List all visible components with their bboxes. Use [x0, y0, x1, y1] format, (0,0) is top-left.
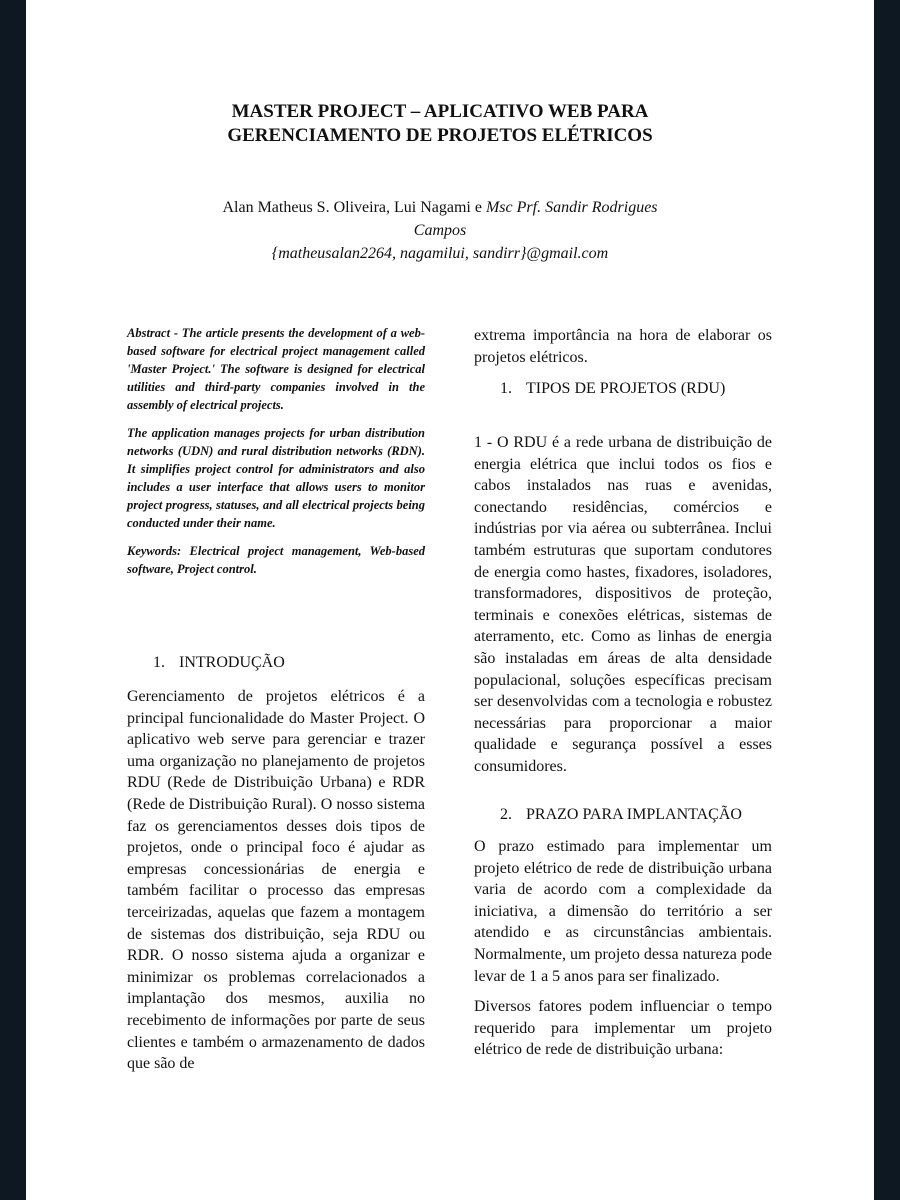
- author-line: [26, 196, 854, 219]
- advisor-surname: Campos: [413, 222, 467, 239]
- intro-text: Gerenciamento de projetos elétricos é a principal funcionalidade do Master Project. O aplicativo web serve para gerenciar e trazer uma organização no planejamento de projetos RDU (Rede de Distribuição Urbana) e RDR (Rede de Distribuição Rural). O nosso sistema faz os gerenciamentos desses dois tipos de projetos, onde o principal foco é ajudar as empresas concessionárias de energia e também facilitar o processo das empresas terceirizadas, aquelas que fazem a montagem de sistemas dos distribuição, seja RDU ou RDR. O nosso sistema ajuda a organizar e minimizar os problemas correlacionados a implantação dos mesmos, auxilia no recebimento de informações por parte de seus clientes e também o armazenamento de dados que são de: [127, 688, 425, 1073]
- section-heading-prazo: [500, 804, 742, 826]
- section-number: 1.: [153, 654, 165, 671]
- section-number: 1.: [500, 380, 512, 397]
- section-number: 2.: [500, 806, 512, 823]
- author-block: [26, 196, 854, 265]
- prazo-text-1: O prazo estimado para implementar um projeto elétrico de rede de distribuição urbana varia de acordo com a complexidade da iniciativa, a dimensão do território a ser atendido e as circunstâncias ambientais. Normalmente, um projeto dessa natureza pode levar de 1 a 5 anos para ser finalizado.: [474, 838, 772, 985]
- author-names: Alan Matheus S. Oliveira, Lui Nagami e: [222, 199, 486, 216]
- section-heading-tipos: [500, 378, 725, 400]
- paper-page: [26, 0, 874, 1200]
- abstract-paragraph-1: Abstract - The article presents the development of a web-based software for electrical project management called 'Master Project.' The software is designed for electrical utilities and third-party companies involved in the assembly of electrical projects.: [127, 326, 425, 412]
- abstract: [127, 324, 425, 588]
- title-line-2: GERENCIAMENTO DE PROJETOS ELÉTRICOS: [227, 125, 653, 146]
- prazo-text-2: Diversos fatores podem influenciar o tempo requerido para implementar um projeto elétrico de rede de distribuição urbana:: [474, 998, 772, 1059]
- intro-continued-text: extrema importância na hora de elaborar os projetos elétricos.: [474, 327, 772, 366]
- section-title: INTRODUÇÃO: [179, 654, 285, 671]
- keywords: Keywords: Electrical project management, Web-based software, Project control.: [127, 544, 425, 576]
- advisor-name: Msc Prf. Sandir Rodrigues: [485, 199, 658, 216]
- paper-title: [26, 100, 854, 148]
- section-title: PRAZO PARA IMPLANTAÇÃO: [526, 806, 742, 823]
- author-emails: {matheusalan2264, nagamilui, sandirr}@gmail.com: [271, 245, 609, 262]
- section-heading-introducao: [153, 652, 285, 674]
- tipos-text: 1 - O RDU é a rede urbana de distribuição de energia elétrica que inclui todos os fios e cabos instalados nas ruas e avenidas, conectando residências, comércios e indústrias por via aérea ou subterrânea. Inclui também estruturas que suportam condutores de energia como hastes, fixadores, isoladores, transformadores, dispositivos de proteção, terminais e conexões elétricas, sistemas de aterramento, etc. Como as linhas de energia são instaladas em áreas de alta densidade populacional, soluções específicas precisam ser desenvolvidas com a tecnologia e robustez necessárias para proporcionar a maior qualidade e segurança possível a esses consumidores.: [474, 434, 772, 775]
- section-title: TIPOS DE PROJETOS (RDU): [526, 380, 726, 397]
- abstract-paragraph-2: The application manages projects for urban distribution networks (UDN) and rural distribution networks (RDN). It simplifies project control for administrators and also includes a user interface that allows users to monitor project progress, statuses, and all electrical projects being conducted under their name.: [127, 426, 425, 530]
- advisor-line-2: [26, 219, 854, 242]
- title-line-1: MASTER PROJECT – APLICATIVO WEB PARA: [231, 101, 649, 122]
